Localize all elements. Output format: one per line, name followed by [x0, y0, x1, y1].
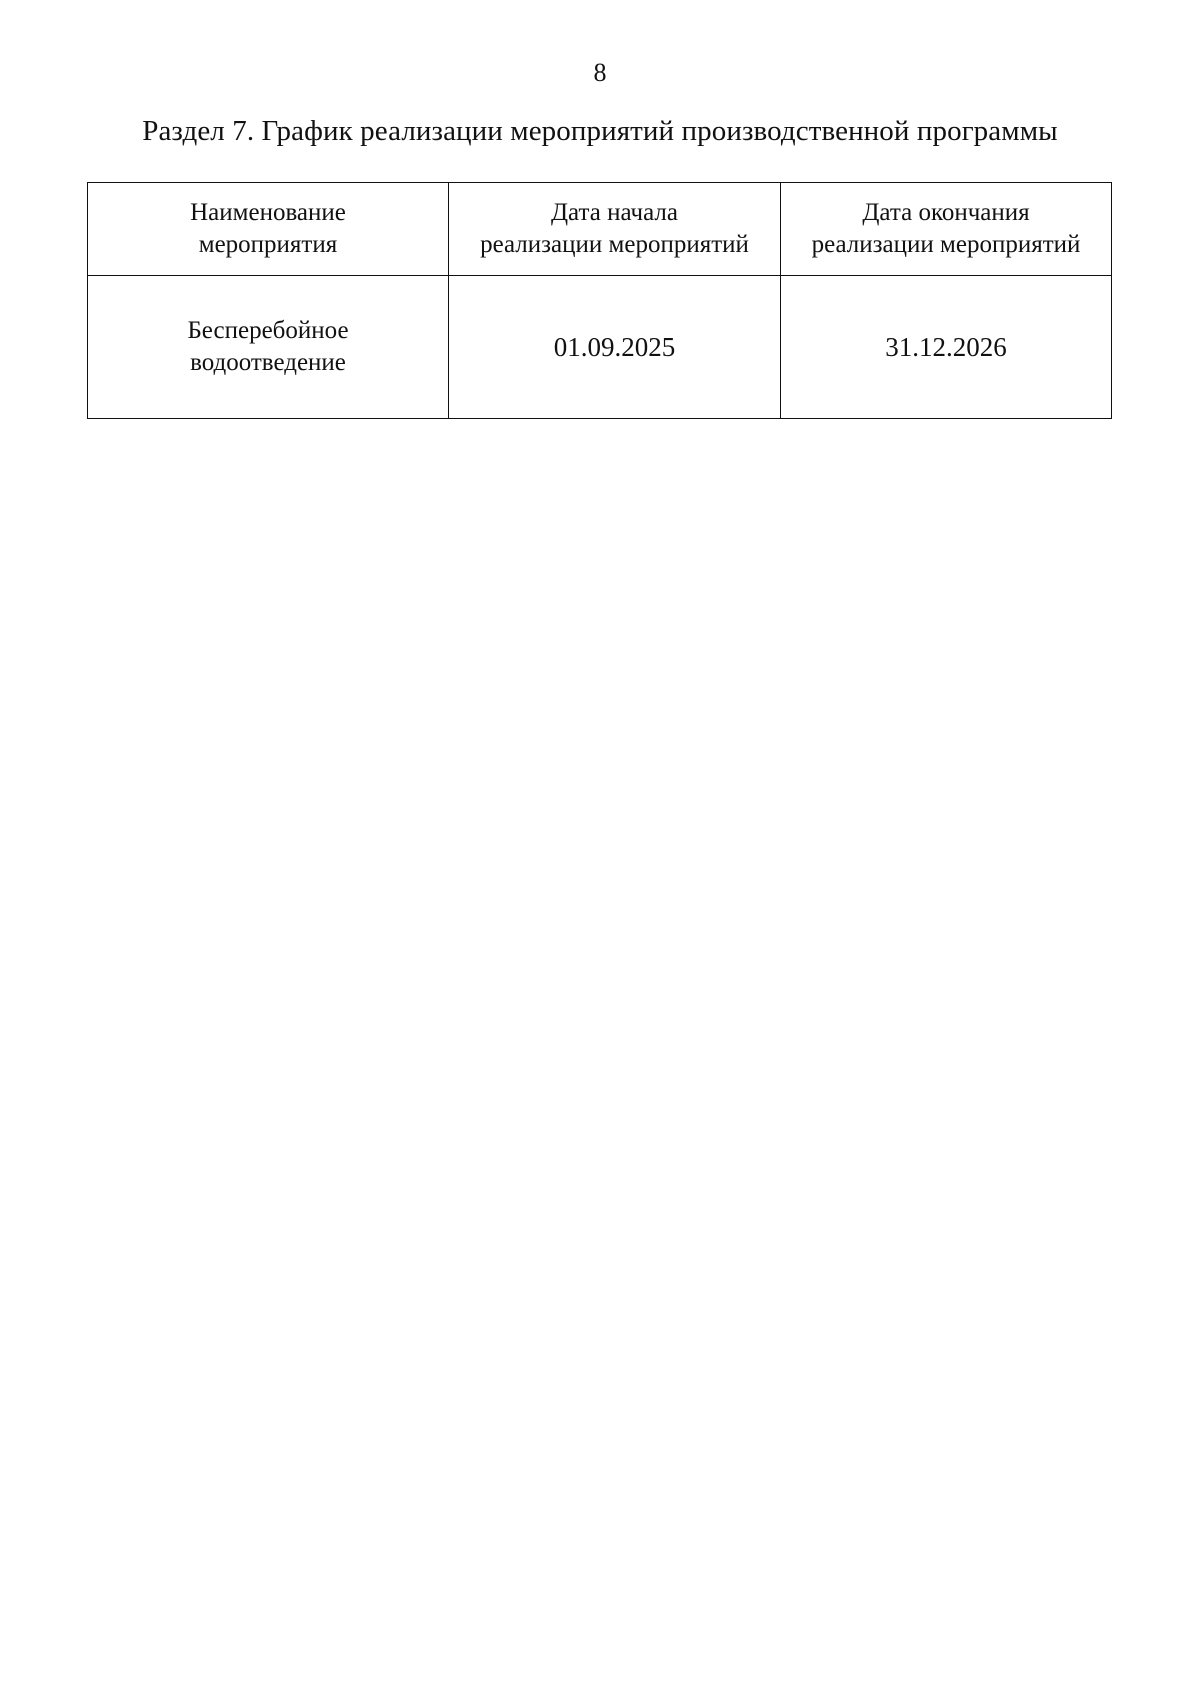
header-event-name-line-1: Наименование [190, 199, 346, 226]
header-end-date [781, 183, 1112, 276]
header-end-date-line-1: Дата окончания [862, 199, 1030, 226]
header-start-date [449, 183, 781, 276]
section-title: Раздел 7. График реализации мероприятий производственной программы [142, 115, 1058, 147]
table-row [88, 276, 1112, 419]
cell-start-date: 01.09.2025 [449, 276, 781, 419]
cell-event-name-line-1: Бесперебойное [187, 317, 349, 344]
header-event-name-line-2: мероприятия [198, 231, 338, 258]
header-start-date-line-1: Дата начала [550, 199, 678, 226]
page-number: 8 [593, 58, 607, 87]
cell-event-name-line-2: водоотведение [190, 349, 346, 376]
cell-event-name [88, 276, 449, 419]
schedule-table [87, 182, 1112, 419]
table-header-row [88, 183, 1112, 276]
header-start-date-line-2: реализации мероприятий [480, 231, 749, 258]
cell-end-date: 31.12.2026 [781, 276, 1112, 419]
header-end-date-line-2: реализации мероприятий [811, 231, 1081, 258]
header-event-name [88, 183, 449, 276]
